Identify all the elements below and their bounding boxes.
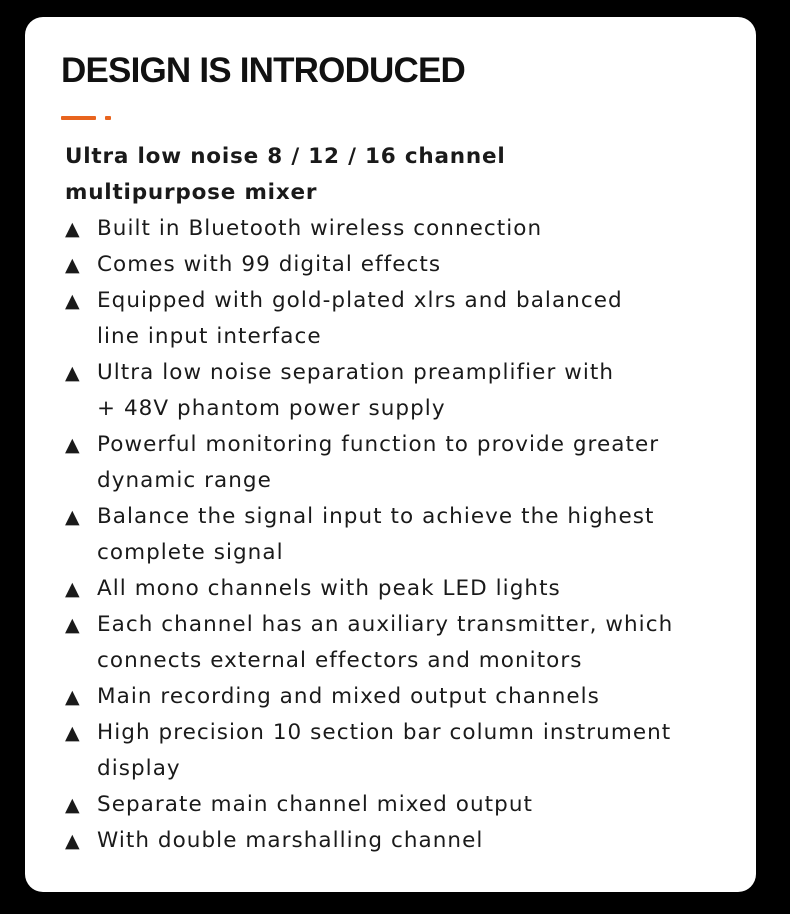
triangle-bullet-icon: ▲: [65, 434, 80, 456]
feature-text: Main recording and mixed output channels: [97, 684, 600, 709]
feature-text: Ultra low noise separation preamplifier with + 48V phantom power supply: [97, 360, 615, 421]
feature-item: [65, 211, 745, 247]
feature-item: [65, 355, 745, 427]
triangle-bullet-icon: ▲: [65, 578, 80, 600]
feature-item: [65, 427, 745, 499]
feature-item: [65, 715, 745, 787]
triangle-bullet-icon: ▲: [65, 794, 80, 816]
subtitle: Ultra low noise 8 / 12 / 16 channel multipurpose mixer: [65, 144, 506, 205]
feature-item: [65, 823, 745, 859]
feature-text: Built in Bluetooth wireless connection: [97, 216, 543, 241]
triangle-bullet-icon: ▲: [65, 290, 80, 312]
feature-item: [65, 247, 745, 283]
triangle-bullet-icon: ▲: [65, 506, 80, 528]
triangle-bullet-icon: ▲: [65, 830, 80, 852]
triangle-bullet-icon: ▲: [65, 218, 80, 240]
title-accent-dot: [105, 116, 111, 120]
triangle-bullet-icon: ▲: [65, 722, 80, 744]
feature-item: [65, 571, 745, 607]
triangle-bullet-icon: ▲: [65, 614, 80, 636]
triangle-bullet-icon: ▲: [65, 254, 80, 276]
feature-text: Equipped with gold-plated xlrs and balanced line input interface: [97, 288, 623, 349]
feature-item: [65, 787, 745, 823]
feature-item: [65, 607, 745, 679]
feature-text: All mono channels with peak LED lights: [97, 576, 561, 601]
feature-list: [65, 211, 745, 859]
feature-text: With double marshalling channel: [97, 828, 484, 853]
feature-text: High precision 10 section bar column instrument display: [97, 720, 672, 781]
page-title: DESIGN IS INTRODUCED: [61, 51, 466, 90]
triangle-bullet-icon: ▲: [65, 686, 80, 708]
feature-card: [25, 17, 756, 892]
feature-item: [65, 283, 745, 355]
feature-text: Powerful monitoring function to provide greater dynamic range: [97, 432, 660, 493]
feature-item: [65, 679, 745, 715]
title-accent-bar: [61, 116, 96, 120]
feature-item: [65, 499, 745, 571]
feature-text: Comes with 99 digital effects: [97, 252, 442, 277]
feature-text: Separate main channel mixed output: [97, 792, 533, 817]
feature-text: Each channel has an auxiliary transmitter, which connects external effectors and monitors: [97, 612, 674, 673]
triangle-bullet-icon: ▲: [65, 362, 80, 384]
feature-text: Balance the signal input to achieve the highest complete signal: [97, 504, 655, 565]
